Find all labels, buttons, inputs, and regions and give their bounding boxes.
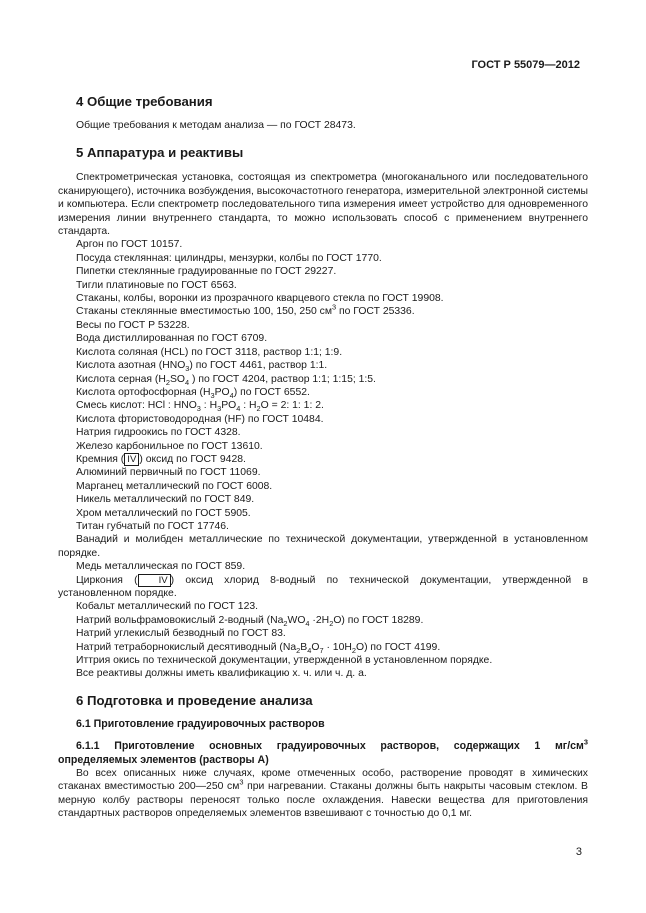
page-number: 3 [575, 846, 582, 858]
list-item-zirconium: Циркония ( IV ) оксид хлорид 8-водный по технической документации, утвержденной в установленном порядке. [58, 574, 588, 599]
list-item-qualification: Все реактивы должны иметь квалификацию х. ч. или ч. д. а. [76, 668, 367, 680]
list-item-sodium-tungstate: Натрий вольфрамовокислый 2-водный $(Na_2WO_4 \cdot 2H_2O)$ по ГОСТ 18289. [76, 614, 424, 628]
list-item-scales: Весы по ГОСТ Р 53228. [76, 319, 190, 331]
subsection-6-1-title: 6.1 Приготовление градуировочных растворов [76, 717, 325, 730]
section-4-title: 4 Общие требования [76, 94, 213, 109]
list-item-h2so4: Кислота серная ($H_2SO_4$ ) по ГОСТ 4204, раствор 1:1; 1:15; 1:5. [76, 373, 376, 387]
list-item-chromium: Хром металлический по ГОСТ 5905. [76, 507, 251, 519]
list-item-manganese: Марганец металлический по ГОСТ 6008. [76, 480, 273, 492]
roman-numeral-box: IV [138, 574, 171, 587]
subsection-6-1-1-paragraph: Во всех описанных ниже случаях, кроме отмеченных особо, растворение проводят в химических стаканах вместимостью 200—250 $см^3$ при нагревании. Стаканы должны быть накрыты часовым стеклом. В мерную колбу растворы переносят только после охлаждения. Навески вещества для приготовления стандартных растворов определяемых элементов взвешивают с точностью до 0,1 мг. [58, 768, 588, 820]
list-item-titanium: Титан губчатый по ГОСТ 17746. [76, 520, 229, 532]
section-4-text: Общие требования к методам анализа — по ГОСТ 28473. [76, 120, 356, 131]
list-item-quartz: Стаканы, колбы, воронки из прозрачного кварцевого стекла по ГОСТ 19908. [76, 293, 444, 305]
list-item-sodium-carbonate: Натрий углекислый безводный по ГОСТ 83. [76, 628, 286, 640]
list-item-beakers: Стаканы стеклянные вместимостью 100, 150, 250 $см^3$ по ГОСТ 25336. [76, 303, 415, 318]
list-item-hno3: Кислота азотная $(HNO_3)$ по ГОСТ 4461, раствор 1:1. [76, 360, 328, 374]
list-item-h3po4: Кислота ортофосфорная $(H_3PO_4)$ по ГОСТ 6552. [76, 386, 310, 400]
subsection-6-1-1-title: 6.1.1 Приготовление основных градуировочных растворов, содержащих 1 $мг/см^3$ определяемых элементов (растворы А) [58, 737, 588, 766]
list-item-hf: Кислота фтористоводородная (HF) по ГОСТ 10484. [76, 413, 324, 425]
list-item-vanadium-molybdenum: Ванадий и молибден металлические по технической документации, утвержденной в установленном порядке. [58, 534, 588, 559]
page-content [58, 94, 588, 821]
list-item-hcl: Кислота соляная (HCL) по ГОСТ 3118, раствор 1:1; 1:9. [76, 346, 343, 358]
list-item-water: Вода дистиллированная по ГОСТ 6709. [76, 333, 268, 345]
roman-numeral-box: IV [124, 453, 139, 466]
list-item-nickel: Никель металлический по ГОСТ 849. [76, 494, 255, 506]
list-item-acid-mix: Смесь кислот: HCl : $HNO_3$ : $H_3PO_4$ : $H_2O = 2$: 1: 1: 2. [76, 400, 324, 414]
list-item-glassware: Посуда стеклянная: цилиндры, мензурки, колбы по ГОСТ 1770. [76, 252, 382, 264]
list-item-crucibles: Тигли платиновые по ГОСТ 6563. [76, 279, 237, 291]
section-6-title: 6 Подготовка и проведение анализа [76, 692, 313, 708]
list-item-pipettes: Пипетки стеклянные градуированные по ГОСТ 29227. [76, 266, 337, 278]
section-5-intro: Спектрометрическая установка, состоящая из спектрометра (многоканального или последовательного сканирующего), источника возбуждения, высокочастотного генератора, измерительной электронной системы и компьютера. Если спектрометр последовательного типа измерения имеет устройство для одновременного измерения линии внутреннего стандарта, то можно использовать способ с применением внутреннего стандарта. [58, 172, 589, 238]
list-item-sodium-tetraborate: Натрий тетраборнокислый десятиводный $(Na_2B_4O_7 \cdot 10H_2O)$ по ГОСТ 4199. [76, 641, 441, 655]
list-item-argon: Аргон по ГОСТ 10157. [76, 239, 183, 251]
list-item-yttrium: Иттрия окись по технической документации, утвержденной в установленном порядке. [76, 655, 493, 667]
list-item-iron: Железо карбонильное по ГОСТ 13610. [76, 440, 263, 452]
document-number-header: ГОСТ Р 55079—2012 [471, 59, 580, 71]
list-item-naoh: Натрия гидроокись по ГОСТ 4328. [76, 427, 241, 439]
list-item-cobalt: Кобальт металлический по ГОСТ 123. [76, 601, 259, 613]
list-item-aluminium: Алюминий первичный по ГОСТ 11069. [76, 467, 261, 479]
section-5-title: 5 Аппаратура и реактивы [76, 145, 244, 161]
list-item-copper: Медь металлическая по ГОСТ 859. [76, 561, 246, 573]
list-item-silicon: Кремния ( IV ) оксид по ГОСТ 9428. [76, 453, 246, 465]
